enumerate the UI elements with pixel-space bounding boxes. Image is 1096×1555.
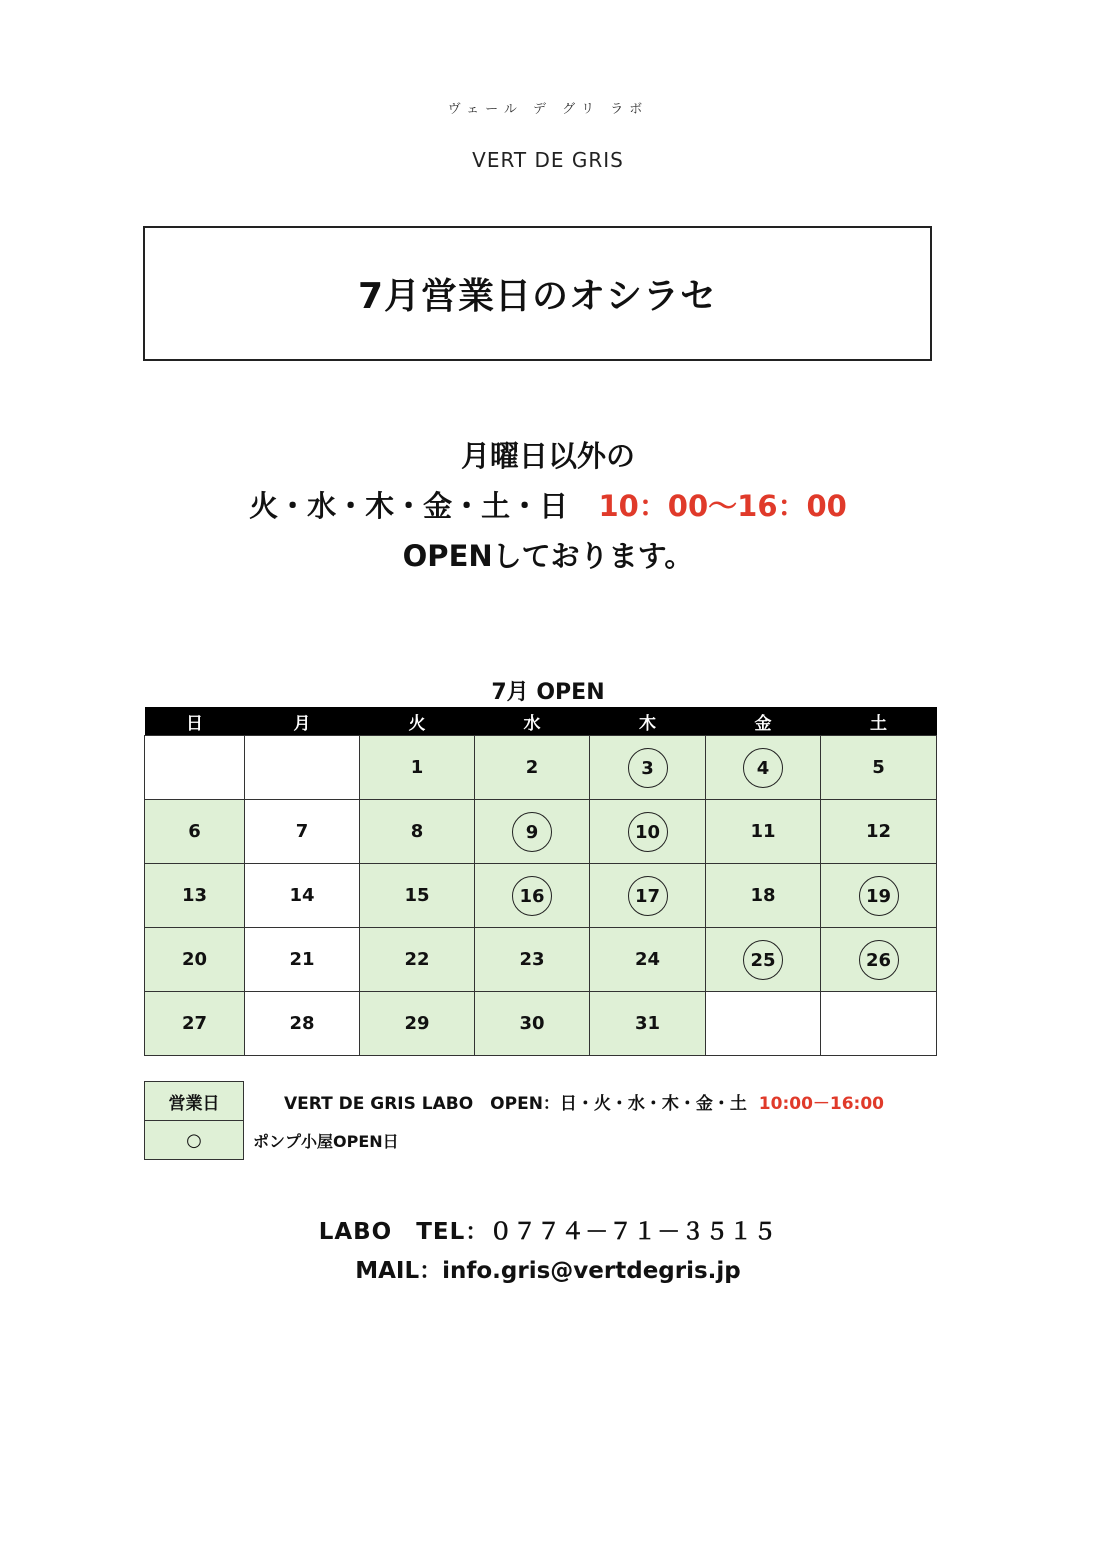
pump-open-day-number: 16 — [512, 876, 552, 916]
calendar-day-cell — [821, 800, 937, 864]
open-hours: 10：00～16：00 — [598, 489, 847, 523]
calendar-day-cell — [475, 928, 590, 992]
weekday-tue: 火 — [360, 707, 475, 736]
day-number: 11 — [750, 821, 776, 842]
day-number: 30 — [519, 1013, 545, 1034]
legend-open-text: VERT DE GRIS LABO OPEN：日・火・水・木・金・土 — [284, 1094, 747, 1114]
day-number: 14 — [289, 885, 315, 906]
calendar-body — [145, 736, 937, 1056]
pump-open-day-number: 17 — [628, 876, 668, 916]
day-number: 22 — [404, 949, 430, 970]
pump-open-day-number: 25 — [743, 940, 783, 980]
day-number: 13 — [181, 885, 208, 906]
day-number: 23 — [519, 949, 545, 970]
calendar-week-row — [145, 736, 937, 800]
page-title: 7月営業日のオシラセ — [357, 276, 718, 317]
calendar-empty-cell — [821, 992, 937, 1056]
day-number: 12 — [865, 821, 892, 842]
calendar-day-cell — [145, 864, 245, 928]
calendar-week-row — [145, 800, 937, 864]
calendar-day-cell — [475, 864, 590, 928]
day-number: 28 — [289, 1013, 315, 1034]
pump-open-day-number: 19 — [859, 876, 899, 916]
calendar-week-row — [145, 928, 937, 992]
calendar-day-cell — [360, 992, 475, 1056]
brand-name: VERT DE GRIS — [472, 148, 624, 172]
calendar-day-cell — [245, 864, 360, 928]
weekday-thu: 木 — [590, 707, 706, 736]
brand-kana: ヴェール デ グリ ラボ — [447, 102, 649, 117]
day-number: 15 — [404, 885, 430, 906]
weekday-sat: 土 — [821, 707, 937, 736]
calendar-day-cell — [145, 992, 245, 1056]
calendar-empty-cell — [245, 736, 360, 800]
pump-open-day-number: 10 — [628, 812, 668, 852]
calendar-day-cell — [821, 736, 937, 800]
calendar-empty-cell — [145, 736, 245, 800]
calendar-day-cell — [475, 992, 590, 1056]
calendar-day-cell — [245, 800, 360, 864]
calendar-day-cell — [475, 736, 590, 800]
message-line-3: OPENしております。 — [402, 539, 694, 573]
day-number: 2 — [525, 757, 539, 778]
contact-tel: LABO TEL：０７７４－７１－３５１５ — [318, 1219, 778, 1245]
day-number: 18 — [750, 885, 776, 906]
pump-open-day-number: 3 — [628, 748, 668, 788]
calendar-day-cell — [145, 800, 245, 864]
pump-open-day-number: 9 — [512, 812, 552, 852]
contact-mail[interactable]: MAIL：info.gris@vertdegris.jp — [355, 1258, 741, 1284]
calendar-day-cell — [590, 864, 706, 928]
calendar-day-cell — [590, 928, 706, 992]
legend-open-description — [284, 1089, 884, 1114]
calendar-day-cell — [475, 800, 590, 864]
open-days: 火・水・木・金・土・日 — [249, 489, 569, 523]
calendar-week-row — [145, 864, 937, 928]
calendar-week-row — [145, 992, 937, 1056]
calendar-table — [144, 707, 937, 1056]
message-line-1: 月曜日以外の — [460, 439, 635, 473]
calendar-day-cell — [360, 736, 475, 800]
calendar-day-cell — [590, 992, 706, 1056]
calendar-empty-cell — [706, 992, 821, 1056]
day-number: 27 — [181, 1013, 208, 1034]
message-line-2 — [0, 484, 1096, 525]
day-number: 21 — [289, 949, 315, 970]
calendar-day-cell — [706, 928, 821, 992]
calendar-day-cell — [245, 992, 360, 1056]
calendar-day-cell — [706, 864, 821, 928]
day-number: 31 — [634, 1013, 661, 1034]
calendar-day-cell — [590, 800, 706, 864]
pump-open-day-number: 26 — [859, 940, 899, 980]
weekday-mon: 月 — [245, 707, 360, 736]
weekday-fri: 金 — [706, 707, 821, 736]
day-number: 20 — [181, 949, 208, 970]
day-number: 6 — [188, 821, 201, 842]
weekday-header-row — [145, 707, 937, 736]
calendar-title: 7月 OPEN — [491, 680, 605, 705]
legend-open-swatch: 営業日 — [144, 1081, 244, 1121]
legend-open-hours: 10:00－16:00 — [758, 1094, 885, 1114]
legend-pump-text: ポンプ小屋OPEN日 — [253, 1132, 399, 1151]
day-number: 5 — [872, 757, 885, 778]
calendar-day-cell — [821, 928, 937, 992]
calendar-day-cell — [360, 864, 475, 928]
calendar-day-cell — [590, 736, 706, 800]
calendar-day-cell — [706, 800, 821, 864]
day-number: 7 — [295, 821, 309, 842]
calendar-day-cell — [360, 800, 475, 864]
pump-open-day-number: 4 — [743, 748, 783, 788]
title-box — [143, 226, 932, 361]
legend-pump-swatch: ○ — [144, 1120, 244, 1160]
calendar-day-cell — [360, 928, 475, 992]
day-number: 1 — [410, 757, 424, 778]
day-number: 8 — [410, 821, 424, 842]
calendar-day-cell — [821, 864, 937, 928]
calendar-day-cell — [245, 928, 360, 992]
calendar-day-cell — [706, 736, 821, 800]
calendar-day-cell — [145, 928, 245, 992]
weekday-wed: 水 — [475, 707, 590, 736]
weekday-sun: 日 — [145, 707, 245, 736]
day-number: 24 — [634, 949, 661, 970]
day-number: 29 — [404, 1013, 430, 1034]
